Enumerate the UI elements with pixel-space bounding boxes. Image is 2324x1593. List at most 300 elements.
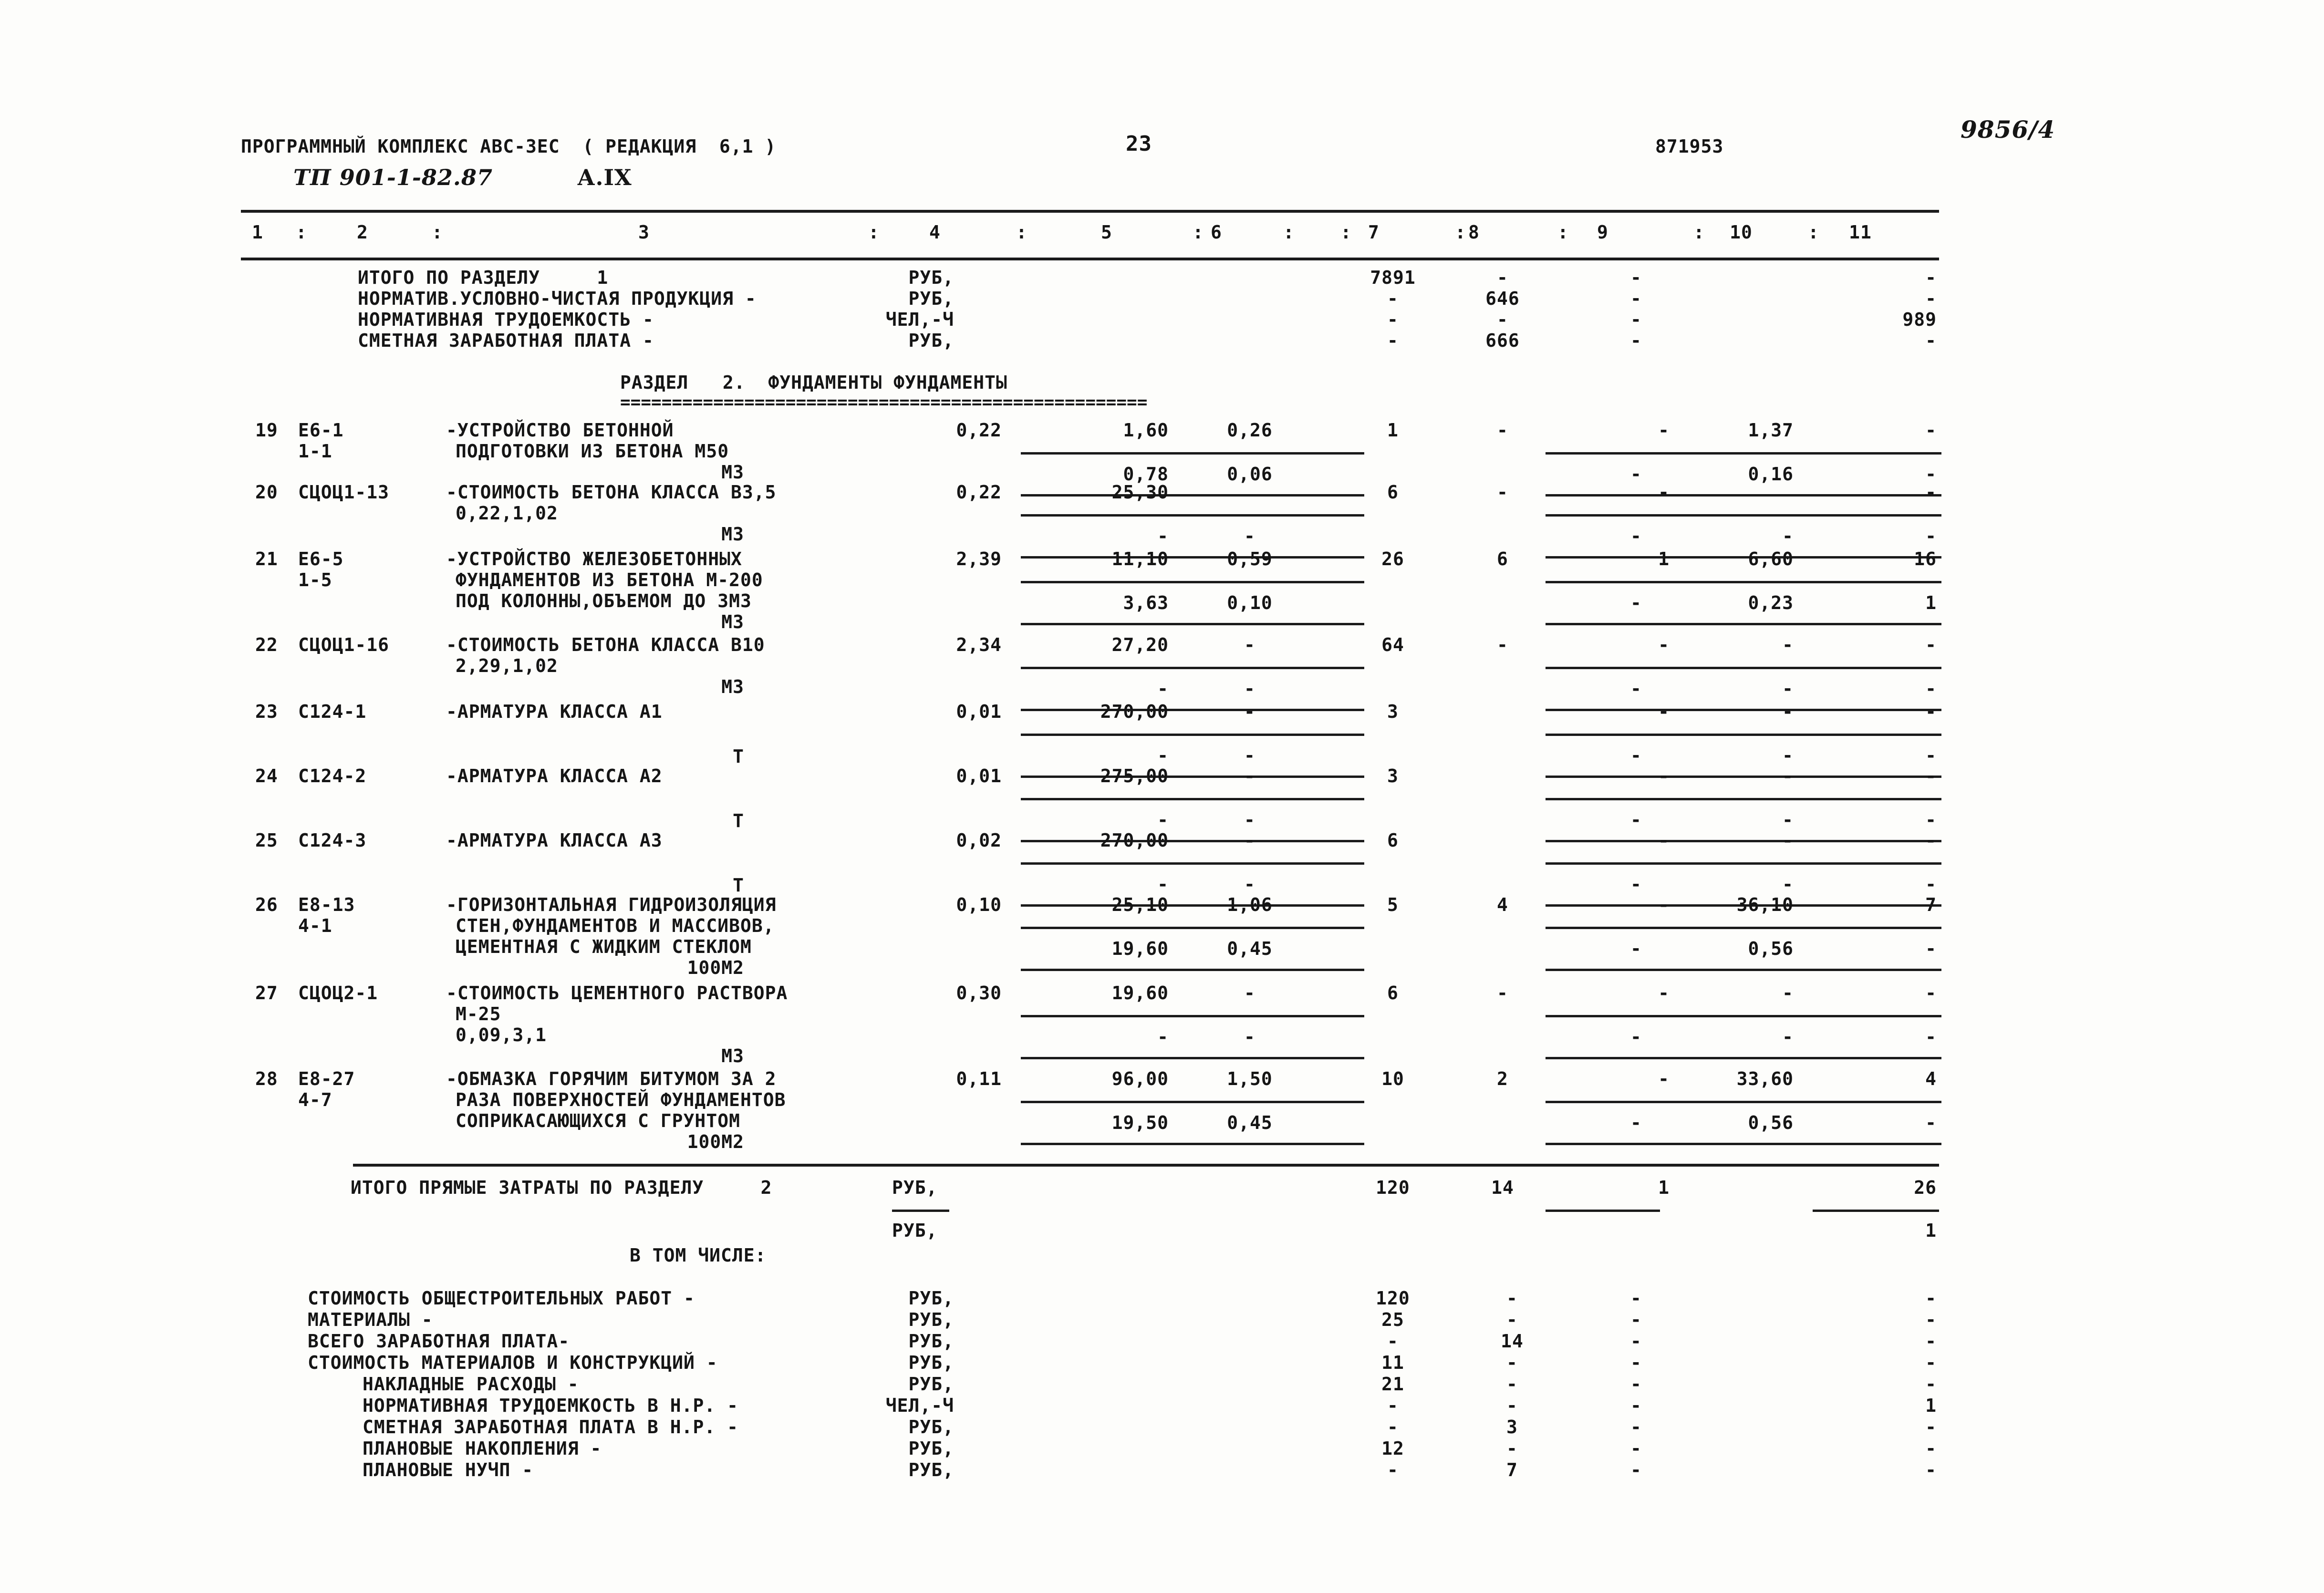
work-description: -АРМАТУРА КЛАССА А2 (446, 765, 663, 786)
total-label: ИТОГО ПРЯМЫЕ ЗАТРАТЫ ПО РАЗДЕЛУ 2 (351, 1177, 772, 1198)
labor-workers-unit: 6,60 (1748, 548, 1794, 569)
unit-cost: 270,00 (1100, 830, 1169, 851)
price-subcode: 1-5 (298, 569, 332, 590)
labor-total: - (1925, 420, 1937, 441)
cost-divider (1021, 667, 1364, 669)
cost-divider (1021, 927, 1364, 929)
header-top-rule (241, 210, 1939, 213)
breakdown-label: СТОИМОСТЬ ОБЩЕСТРОИТЕЛЬНЫХ РАБОТ - (308, 1288, 695, 1309)
breakdown-col7: - (1387, 1417, 1399, 1438)
cost-divider (1021, 1015, 1364, 1017)
unit-cost: 25,30 (1111, 482, 1169, 503)
labor-workers: - (1658, 830, 1670, 851)
total-cost: 6 (1387, 482, 1399, 503)
labor-machinists-unit: 0,23 (1748, 592, 1794, 613)
labor-machinists-total: - (1925, 809, 1937, 830)
summary-col8: 666 (1485, 330, 1520, 351)
breakdown-col8: 14 (1501, 1331, 1524, 1352)
breakdown-col11: - (1925, 1438, 1937, 1459)
labor-workers-unit: 1,37 (1748, 420, 1794, 441)
breakdown-col11: - (1925, 1352, 1937, 1373)
labor-workers-unit: - (1782, 634, 1794, 655)
work-description: -УСТРОЙСТВО ЖЕЛЕЗОБЕТОННЫХ (446, 548, 742, 569)
breakdown-col7: 120 (1376, 1288, 1410, 1309)
work-description: -АРМАТУРА КЛАССА А1 (446, 701, 663, 722)
breakdown-col11: - (1925, 1288, 1937, 1309)
breakdown-label: НОРМАТИВНАЯ ТРУДОЕМКОСТЬ В Н.Р. - (363, 1395, 738, 1416)
unit-cost-wages: 3,63 (1123, 592, 1169, 613)
cost-divider (1021, 1101, 1364, 1103)
labor-machinists: - (1630, 1112, 1642, 1133)
unit-cost-wages: 19,50 (1111, 1112, 1169, 1133)
column-header-5: 5 (1101, 222, 1112, 243)
labor-machinists: - (1630, 1026, 1642, 1047)
unit-cost-machine-wages: - (1244, 745, 1255, 766)
labor-machinists-unit: 0,16 (1748, 464, 1794, 485)
total-labor-rule (1813, 1210, 1939, 1212)
total-wages: - (1497, 983, 1508, 1003)
unit-cost: 270,00 (1100, 701, 1169, 722)
labor-divider (1546, 667, 1941, 669)
price-code: СЦОЦ1-13 (298, 482, 390, 503)
summary-col11: - (1925, 288, 1937, 309)
labor-workers: - (1658, 983, 1670, 1003)
section2-title: РАЗДЕЛ 2. ФУНДАМЕНТЫ ФУНДАМЕНТЫ (620, 372, 1007, 393)
breakdown-label: ПЛАНОВЫЕ НУЧП - (363, 1459, 534, 1480)
labor-machinists-total: - (1925, 464, 1937, 485)
labor-workers: - (1658, 1068, 1670, 1089)
summary-col9: - (1630, 330, 1642, 351)
breakdown-col7: - (1387, 1459, 1399, 1480)
work-description: -ОБМАЗКА ГОРЯЧИМ БИТУМОМ ЗА 2 (446, 1068, 777, 1089)
labor-total: - (1925, 983, 1937, 1003)
total-labor-rule (1546, 1210, 1660, 1212)
row-number: 22 (255, 634, 278, 655)
unit-cost-machines: 0,26 (1227, 420, 1273, 441)
labor-machinists: - (1630, 874, 1642, 895)
unit-cost-machines: - (1244, 830, 1255, 851)
labor-workers: - (1658, 482, 1670, 503)
total-col7: 120 (1376, 1177, 1410, 1198)
column-header-9: 9 (1597, 222, 1608, 243)
work-description: ЦЕМЕНТНАЯ С ЖИДКИМ СТЕКЛОМ (456, 936, 752, 957)
labor-workers: 1 (1658, 548, 1670, 569)
quantity: 0,01 (956, 765, 1002, 786)
total-cost: 64 (1381, 634, 1404, 655)
breakdown-col8: 3 (1506, 1417, 1518, 1438)
breakdown-label: ВСЕГО ЗАРАБОТНАЯ ПЛАТА- (308, 1331, 570, 1352)
unit-cost-wages: 19,60 (1111, 938, 1169, 959)
summary-col9: - (1630, 309, 1642, 330)
cost-divider (1021, 1143, 1364, 1145)
labor-divider (1546, 927, 1941, 929)
row-number: 28 (255, 1068, 278, 1089)
work-description: ФУНДАМЕНТОВ ИЗ БЕТОНА М-200 (456, 569, 763, 590)
unit-cost: 1,60 (1123, 420, 1169, 441)
work-description: 0,09,3,1 (456, 1024, 547, 1045)
total-col11-machinists: 1 (1925, 1220, 1937, 1241)
quantity: 2,39 (956, 548, 1002, 569)
column-separator: : (868, 222, 880, 243)
unit-cost-machines: 1,06 (1227, 894, 1273, 915)
summary-unit: РУБ, (908, 267, 954, 288)
labor-machinists-total: - (1925, 526, 1937, 547)
row-number: 26 (255, 894, 278, 915)
work-description: РАЗА ПОВЕРХНОСТЕЙ ФУНДАМЕНТОВ (456, 1089, 786, 1110)
quantity: 0,01 (956, 701, 1002, 722)
labor-machinists-unit: 0,56 (1748, 1112, 1794, 1133)
header-bottom-rule (241, 258, 1939, 260)
labor-workers-unit: - (1782, 983, 1794, 1003)
total-top-rule (353, 1164, 1939, 1167)
cost-divider (1021, 862, 1364, 865)
cost-divider (1021, 452, 1364, 455)
breakdown-unit: РУБ, (908, 1459, 954, 1480)
labor-machinists-total: - (1925, 678, 1937, 699)
unit-of-measure: Т (733, 810, 744, 831)
column-header-3: 3 (638, 222, 650, 243)
breakdown-label: НАКЛАДНЫЕ РАСХОДЫ - (363, 1374, 579, 1395)
breakdown-unit: РУБ, (908, 1438, 954, 1459)
column-separator: : (1016, 222, 1027, 243)
unit-cost-machines: - (1244, 765, 1255, 786)
price-code: Е6-1 (298, 420, 344, 441)
breakdown-col11: - (1925, 1459, 1937, 1480)
summary-col8: 646 (1485, 288, 1520, 309)
unit-cost-machine-wages: 0,45 (1227, 938, 1273, 959)
labor-machinists: - (1630, 526, 1642, 547)
row-number: 24 (255, 765, 278, 786)
unit-cost-machine-wages: - (1244, 1026, 1255, 1047)
breakdown-col9: - (1630, 1309, 1642, 1330)
unit-cost-wages: - (1157, 874, 1169, 895)
breakdown-col7: - (1387, 1331, 1399, 1352)
breakdown-col8: - (1506, 1395, 1518, 1416)
unit-cost-wages: 0,78 (1123, 464, 1169, 485)
unit-cost: 25,10 (1111, 894, 1169, 915)
work-description: ПОД КОЛОННЫ,ОБЪЕМОМ ДО 3М3 (456, 590, 752, 611)
column-separator: : (1808, 222, 1819, 243)
handwritten-number: 9856/4 (1961, 115, 2055, 144)
total-cost: 5 (1387, 894, 1399, 915)
cost-divider (1021, 734, 1364, 736)
labor-total: 7 (1925, 894, 1937, 915)
unit-cost-machines: - (1244, 983, 1255, 1003)
breakdown-col7: - (1387, 1395, 1399, 1416)
summary-label: НОРМАТИВНАЯ ТРУДОЕМКОСТЬ - (358, 309, 654, 330)
work-description: ПОДГОТОВКИ ИЗ БЕТОНА М50 (456, 441, 729, 462)
summary-col11: 989 (1902, 309, 1937, 330)
unit-cost: 19,60 (1111, 983, 1169, 1003)
labor-machinists-unit: - (1782, 1026, 1794, 1047)
total-cost: 3 (1387, 765, 1399, 786)
labor-workers-unit: - (1782, 830, 1794, 851)
column-separator: : (1283, 222, 1295, 243)
cost-divider (1021, 798, 1364, 800)
labor-workers: - (1658, 634, 1670, 655)
work-description: -СТОИМОСТЬ БЕТОНА КЛАССА В10 (446, 634, 765, 655)
quantity: 0,30 (956, 983, 1002, 1003)
breakdown-col8: - (1506, 1438, 1518, 1459)
price-subcode: 4-7 (298, 1089, 332, 1110)
summary-col7: - (1387, 330, 1399, 351)
column-header-11: 11 (1849, 222, 1872, 243)
column-header-6: 6 (1211, 222, 1222, 243)
summary-unit: РУБ, (908, 288, 954, 309)
unit-cost-machine-wages: - (1244, 526, 1255, 547)
total-wages: - (1497, 420, 1508, 441)
work-description: -СТОИМОСТЬ БЕТОНА КЛАССА В3,5 (446, 482, 777, 503)
column-header-2: 2 (357, 222, 368, 243)
price-code: Е8-27 (298, 1068, 355, 1089)
cost-divider (1021, 581, 1364, 583)
labor-divider (1546, 734, 1941, 736)
unit-cost-wages: - (1157, 526, 1169, 547)
column-header-8: 8 (1468, 222, 1480, 243)
labor-divider (1546, 1143, 1941, 1145)
labor-workers: - (1658, 701, 1670, 722)
summary-col7: - (1387, 309, 1399, 330)
work-description: 2,29,1,02 (456, 655, 558, 676)
breakdown-unit: ЧЕЛ,-Ч (885, 1395, 954, 1416)
column-separator: : (432, 222, 443, 243)
summary-col8: - (1497, 309, 1508, 330)
total-col9: 1 (1658, 1177, 1670, 1198)
labor-machinists: - (1630, 809, 1642, 830)
unit-cost-machine-wages: 0,06 (1227, 464, 1273, 485)
labor-total: 4 (1925, 1068, 1937, 1089)
breakdown-col11: 1 (1925, 1395, 1937, 1416)
unit-cost-machine-wages: 0,10 (1227, 592, 1273, 613)
total-cost: 26 (1381, 548, 1404, 569)
total-wages: 6 (1497, 548, 1508, 569)
column-header-7: 7 (1368, 222, 1380, 243)
breakdown-col9: - (1630, 1417, 1642, 1438)
summary-label: НОРМАТИВ.УСЛОВНО-ЧИСТАЯ ПРОДУКЦИЯ - (358, 288, 757, 309)
work-description: -АРМАТУРА КЛАССА А3 (446, 830, 663, 851)
labor-divider (1546, 452, 1941, 455)
breakdown-col8: - (1506, 1309, 1518, 1330)
cost-divider (1021, 1057, 1364, 1059)
total-wages: - (1497, 634, 1508, 655)
total-wages: - (1497, 482, 1508, 503)
work-description: 0,22,1,02 (456, 503, 558, 524)
labor-workers: - (1658, 894, 1670, 915)
quantity: 0,22 (956, 420, 1002, 441)
row-number: 27 (255, 983, 278, 1003)
breakdown-col8: - (1506, 1374, 1518, 1395)
unit-cost-machine-wages: - (1244, 809, 1255, 830)
breakdown-label: МАТЕРИАЛЫ - (308, 1309, 433, 1330)
summary-label: ИТОГО ПО РАЗДЕЛУ 1 (358, 267, 609, 288)
summary-col11: - (1925, 267, 1937, 288)
quantity: 2,34 (956, 634, 1002, 655)
labor-total: - (1925, 634, 1937, 655)
unit-of-measure: М3 (721, 676, 744, 697)
unit-cost-wages: - (1157, 1026, 1169, 1047)
page-number: 23 (1126, 132, 1152, 156)
labor-machinists-unit: - (1782, 874, 1794, 895)
document-code: 871953 (1655, 136, 1724, 157)
breakdown-unit: РУБ, (908, 1309, 954, 1330)
labor-machinists-total: - (1925, 874, 1937, 895)
labor-total: 16 (1914, 548, 1937, 569)
unit-cost-machine-wages: - (1244, 874, 1255, 895)
work-description: СТЕН,ФУНДАМЕНТОВ И МАССИВОВ, (456, 915, 775, 936)
column-separator: : (1557, 222, 1569, 243)
breakdown-col8: 7 (1506, 1459, 1518, 1480)
unit-of-measure: М3 (721, 1045, 744, 1066)
quantity: 0,02 (956, 830, 1002, 851)
breakdown-label: ПЛАНОВЫЕ НАКОПЛЕНИЯ - (363, 1438, 602, 1459)
labor-divider (1546, 623, 1941, 625)
total-cost: 6 (1387, 983, 1399, 1003)
unit-of-measure: 100М2 (687, 957, 744, 978)
column-separator: : (296, 222, 307, 243)
total-unit: РУБ, (892, 1177, 938, 1198)
cost-divider (1021, 623, 1364, 625)
column-header-1: 1 (252, 222, 263, 243)
breakdown-col11: - (1925, 1374, 1937, 1395)
labor-divider (1546, 1101, 1941, 1103)
total-col11: 26 (1914, 1177, 1937, 1198)
summary-label: СМЕТНАЯ ЗАРАБОТНАЯ ПЛАТА - (358, 330, 654, 351)
labor-divider (1546, 1015, 1941, 1017)
labor-workers-unit: - (1782, 765, 1794, 786)
breakdown-col11: - (1925, 1331, 1937, 1352)
labor-total: - (1925, 765, 1937, 786)
row-number: 19 (255, 420, 278, 441)
labor-machinists-unit: - (1782, 809, 1794, 830)
work-description: СОПРИКАСАЮЩИХСЯ С ГРУНТОМ (456, 1110, 740, 1131)
labor-total: - (1925, 830, 1937, 851)
summary-unit: РУБ, (908, 330, 954, 351)
program-header: ПРОГРАММНЫЙ КОМПЛЕКС АВС-ЗЕС ( РЕДАКЦИЯ 6,1 ) (241, 136, 777, 157)
labor-workers-unit: 33,60 (1736, 1068, 1794, 1089)
unit-cost: 275,00 (1100, 765, 1169, 786)
labor-machinists-total: 1 (1925, 592, 1937, 613)
labor-divider (1546, 969, 1941, 971)
price-code: Е6-5 (298, 548, 344, 569)
labor-divider (1546, 798, 1941, 800)
price-code: СЦОЦ2-1 (298, 983, 378, 1003)
row-number: 25 (255, 830, 278, 851)
unit-cost-wages: - (1157, 678, 1169, 699)
summary-unit: ЧЕЛ,-Ч (885, 309, 954, 330)
labor-divider (1546, 862, 1941, 865)
unit-cost-machines: - (1244, 701, 1255, 722)
unit-cost-wages: - (1157, 745, 1169, 766)
column-separator: : (1193, 222, 1204, 243)
unit-cost-machines: 0,59 (1227, 548, 1273, 569)
price-subcode: 1-1 (298, 441, 332, 462)
labor-machinists: - (1630, 678, 1642, 699)
total-cost: 1 (1387, 420, 1399, 441)
including-heading: В ТОМ ЧИСЛЕ: (630, 1245, 767, 1266)
unit-cost-wages: - (1157, 809, 1169, 830)
labor-workers-unit: 36,10 (1736, 894, 1794, 915)
labor-machinists-total: - (1925, 1112, 1937, 1133)
row-number: 23 (255, 701, 278, 722)
unit-cost: 96,00 (1111, 1068, 1169, 1089)
unit-cost-machine-wages: - (1244, 678, 1255, 699)
labor-machinists-unit: - (1782, 526, 1794, 547)
unit-cost: 27,20 (1111, 634, 1169, 655)
total-unit-2: РУБ, (892, 1220, 938, 1241)
labor-workers-unit: - (1782, 701, 1794, 722)
row-number: 21 (255, 548, 278, 569)
labor-machinists: - (1630, 592, 1642, 613)
album-label: А.IX (577, 165, 632, 190)
labor-machinists-total: - (1925, 938, 1937, 959)
total-cost: 10 (1381, 1068, 1404, 1089)
price-subcode: 4-1 (298, 915, 332, 936)
breakdown-col9: - (1630, 1395, 1642, 1416)
total-col8: 14 (1491, 1177, 1514, 1198)
price-code: Е8-13 (298, 894, 355, 915)
labor-workers: - (1658, 420, 1670, 441)
quantity: 0,10 (956, 894, 1002, 915)
summary-col7: 7891 (1370, 267, 1416, 288)
price-code: С124-1 (298, 701, 367, 722)
breakdown-unit: РУБ, (908, 1352, 954, 1373)
labor-machinists-unit: - (1782, 745, 1794, 766)
labor-machinists: - (1630, 464, 1642, 485)
breakdown-col7: 11 (1381, 1352, 1404, 1373)
labor-machinists-total: - (1925, 745, 1937, 766)
total-cost: 3 (1387, 701, 1399, 722)
breakdown-unit: РУБ, (908, 1417, 954, 1438)
unit-of-measure: М3 (721, 611, 744, 632)
quantity: 0,11 (956, 1068, 1002, 1089)
summary-col7: - (1387, 288, 1399, 309)
unit-of-measure: М3 (721, 524, 744, 545)
price-code: СЦОЦ1-16 (298, 634, 390, 655)
summary-col9: - (1630, 267, 1642, 288)
breakdown-col7: 21 (1381, 1374, 1404, 1395)
breakdown-col8: - (1506, 1288, 1518, 1309)
work-description: -ГОРИЗОНТАЛЬНАЯ ГИДРОИЗОЛЯЦИЯ (446, 894, 777, 915)
summary-col11: - (1925, 330, 1937, 351)
breakdown-col9: - (1630, 1352, 1642, 1373)
column-separator: : (1693, 222, 1705, 243)
breakdown-col11: - (1925, 1309, 1937, 1330)
labor-machinists-unit: - (1782, 678, 1794, 699)
total-cost: 6 (1387, 830, 1399, 851)
column-separator: : (1455, 222, 1466, 243)
price-code: С124-2 (298, 765, 367, 786)
breakdown-col9: - (1630, 1331, 1642, 1352)
breakdown-label: СМЕТНАЯ ЗАРАБОТНАЯ ПЛАТА В Н.Р. - (363, 1417, 738, 1438)
work-description: -СТОИМОСТЬ ЦЕМЕНТНОГО РАСТВОРА (446, 983, 788, 1003)
labor-machinists-unit: 0,56 (1748, 938, 1794, 959)
unit-cost-machines: - (1244, 634, 1255, 655)
breakdown-col7: 12 (1381, 1438, 1404, 1459)
unit-cost: 11,10 (1111, 548, 1169, 569)
unit-of-measure: Т (733, 875, 744, 896)
breakdown-col9: - (1630, 1459, 1642, 1480)
labor-total: - (1925, 701, 1937, 722)
work-description: -УСТРОЙСТВО БЕТОННОЙ (446, 420, 674, 441)
breakdown-unit: РУБ, (908, 1331, 954, 1352)
quantity: 0,22 (956, 482, 1002, 503)
summary-col9: - (1630, 288, 1642, 309)
work-description: М-25 (456, 1003, 501, 1024)
column-header-10: 10 (1730, 222, 1753, 243)
labor-total: - (1925, 482, 1937, 503)
breakdown-col8: - (1506, 1352, 1518, 1373)
summary-col8: - (1497, 267, 1508, 288)
